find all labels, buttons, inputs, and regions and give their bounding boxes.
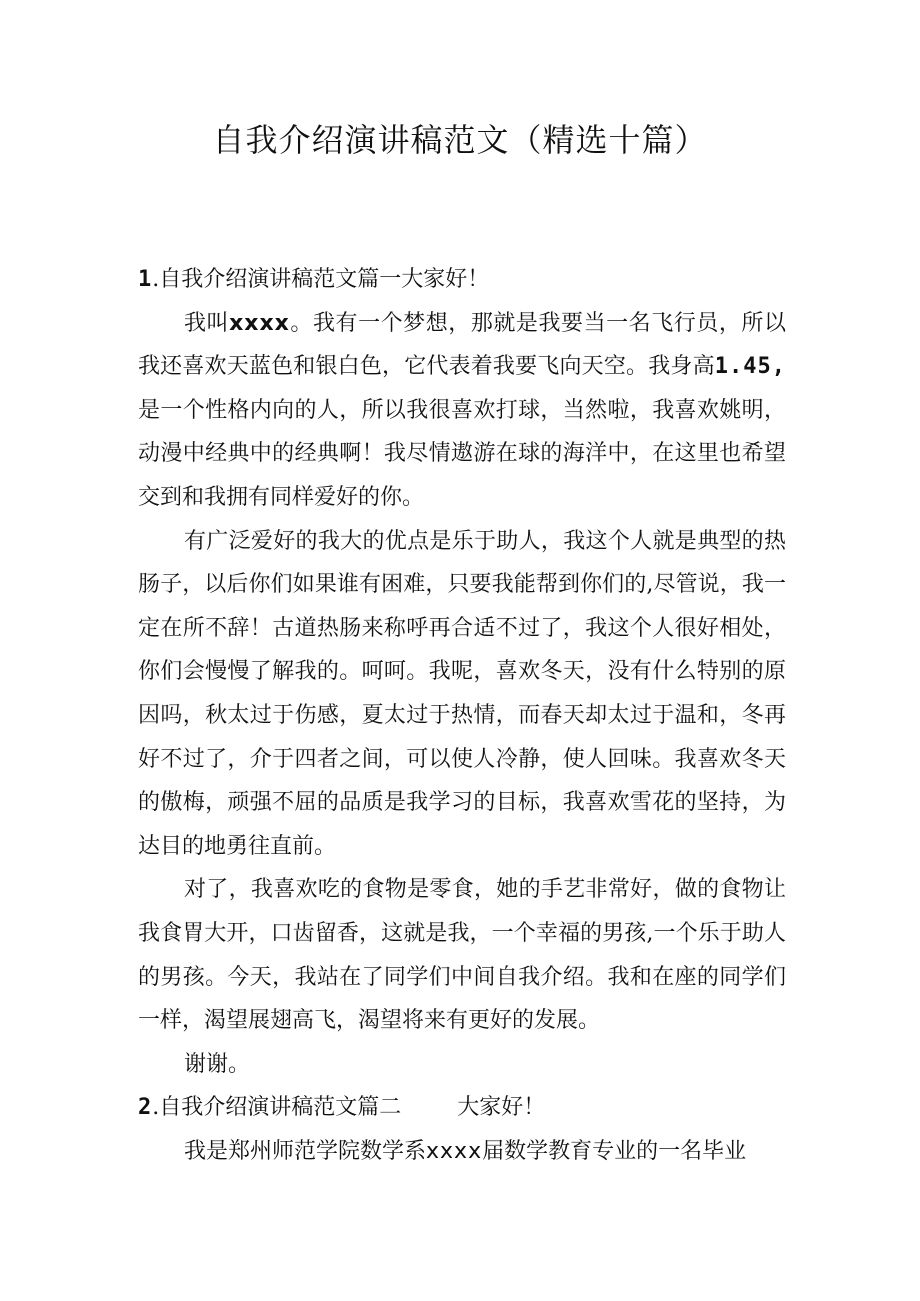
section-1-paragraph-4: 谢谢。	[184, 1051, 251, 1077]
document-title: 自我介绍演讲稿范文（精选十篇）	[212, 121, 708, 159]
section-2-paragraph-1: 我是郑州师范学院数学系xxxx届数学教育专业的一名毕业	[184, 1138, 747, 1164]
name-placeholder: xxxx	[229, 310, 290, 336]
section-2-greeting: 大家好！	[457, 1095, 546, 1121]
document-body	[138, 258, 786, 1173]
section-1-paragraph-1: 我叫xxxx。我有一个梦想，那就是我要当一名飞行员，所以我还喜欢天蓝色和银白色，它代表着我要飞向天空。我身高1.45,是一个性格内向的人，所以我很喜欢打球，当然啦，我喜欢姚明，动漫中经典中的经典啊！我尽情遨游在球的海洋中，在这里也希望交到和我拥有同样爱好的你。	[138, 310, 786, 510]
section-2-number: 2	[138, 1095, 153, 1121]
section-1-number: 1	[138, 267, 153, 292]
section-2-heading	[138, 1086, 786, 1130]
height-value: 1.45,	[714, 354, 786, 380]
section-1-heading	[138, 258, 786, 302]
section-1-heading-text: .自我介绍演讲稿范文篇一大家好！	[152, 267, 490, 292]
section-1-paragraph-2: 有广泛爱好的我大的优点是乐于助人，我这个人就是典型的热肠子，以后你们如果谁有困难，只要我能帮到你们的,尽管说，我一定在所不辞！古道热肠来称呼再合适不过了，我这个人很好相处，你们会慢慢了解我的。呵呵。我呢，喜欢冬天，没有什么特别的原因吗，秋太过于伤感，夏太过于热情，而春天却太过于温和，冬再好不过了，介于四者之间，可以使人冷静，使人回味。我喜欢冬天的傲梅，顽强不屈的品质是我学习的目标，我喜欢雪花的坚持，为达目的地勇往直前。	[138, 528, 786, 859]
name-placeholder: xxxx	[426, 1138, 483, 1164]
section-1-paragraph-3: 对了，我喜欢吃的食物是零食，她的手艺非常好，做的食物让我食胃大开，口齿留香，这就是我，一个幸福的男孩,一个乐于助人的男孩。今天，我站在了同学们中间自我介绍。我和在座的同学们一样，渴望展翅高飞，渴望将来有更好的发展。	[138, 877, 786, 1034]
section-2-heading-text: .自我介绍演讲稿范文篇二	[152, 1095, 402, 1121]
